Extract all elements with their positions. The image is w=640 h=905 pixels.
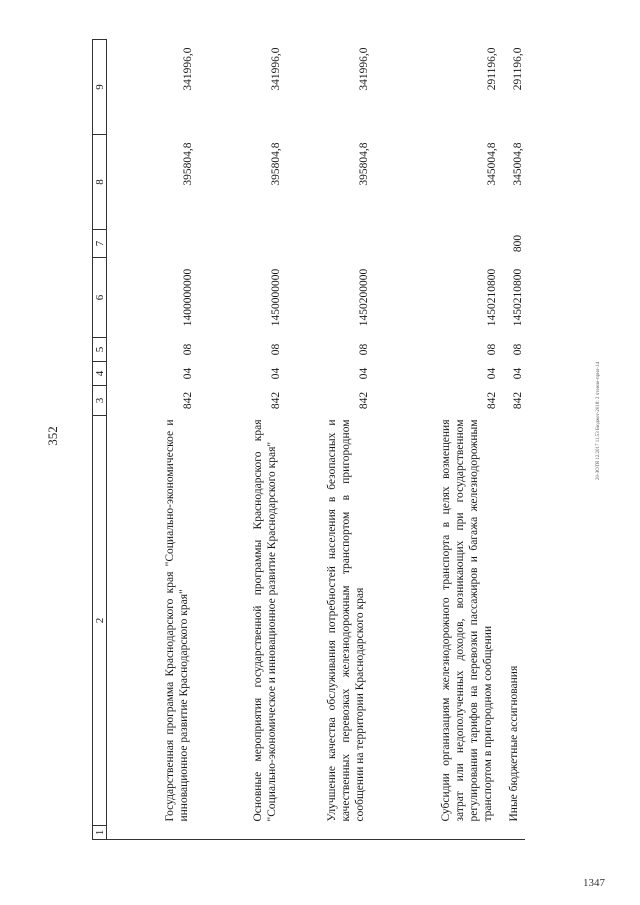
row-section: 04 bbox=[511, 367, 524, 380]
margin-mark: 1347 bbox=[583, 877, 605, 889]
row-value-2018: 395804,8 bbox=[357, 142, 370, 186]
table-row bbox=[283, 40, 371, 840]
row-name: Основные мероприятия государственной программы Краснодарского края "Социально-экономическое и инновационное развитие Краснодарского края" bbox=[251, 419, 278, 822]
row-code: 842 bbox=[511, 391, 524, 410]
row-number-cell bbox=[371, 826, 499, 840]
row-number-cell bbox=[195, 826, 283, 840]
table-row bbox=[371, 40, 499, 840]
header-col-4: 4 bbox=[93, 362, 107, 386]
row-section: 04 bbox=[181, 367, 194, 380]
row-expense-type bbox=[195, 230, 283, 258]
row-value-2018: 395804,8 bbox=[181, 142, 194, 186]
row-section: 04 bbox=[269, 367, 282, 380]
row-expense-type bbox=[371, 230, 499, 258]
row-number-cell bbox=[283, 826, 371, 840]
table-row bbox=[195, 40, 283, 840]
budget-table bbox=[92, 39, 525, 840]
row-value-2018: 395804,8 bbox=[269, 142, 282, 186]
row-subsection: 08 bbox=[181, 343, 194, 356]
budget-table-container bbox=[92, 40, 562, 840]
row-code: 842 bbox=[269, 391, 282, 410]
header-col-7: 7 bbox=[93, 230, 107, 258]
header-col-8: 8 bbox=[93, 135, 107, 230]
row-section: 04 bbox=[485, 367, 498, 380]
row-code: 842 bbox=[357, 391, 370, 410]
row-value-2018: 345004,8 bbox=[511, 142, 524, 186]
row-code: 842 bbox=[181, 391, 194, 410]
row-subsection: 08 bbox=[511, 343, 524, 356]
header-col-5: 5 bbox=[93, 338, 107, 362]
row-target: 1450210800 bbox=[485, 268, 498, 327]
row-value-2019: 291196,0 bbox=[511, 47, 524, 91]
row-value-2019: 291196,0 bbox=[485, 47, 498, 91]
header-col-1: 1 bbox=[93, 826, 107, 840]
row-subsection: 08 bbox=[485, 343, 498, 356]
row-target: 1450210800 bbox=[511, 268, 524, 327]
row-number-cell bbox=[107, 826, 195, 840]
header-col-9: 9 bbox=[93, 40, 107, 135]
row-expense-type: 800 bbox=[511, 234, 524, 253]
row-name: Иные бюджетные ассигнования bbox=[507, 665, 520, 822]
row-section: 04 bbox=[357, 367, 370, 380]
row-target: 1450200000 bbox=[357, 268, 370, 327]
row-value-2019: 341996,0 bbox=[357, 47, 370, 91]
row-value-2019: 341996,0 bbox=[181, 47, 194, 91]
row-name: Субсидии организациям железнодорожного транспорта в целях возмещения затрат или недополученных доходов, возникающих при государственном регулировании тарифов на перевозки пассажиров и багажа железнодорожным транспортом в пригородном сообщении bbox=[439, 419, 494, 822]
row-target: 1450000000 bbox=[269, 268, 282, 327]
row-value-2019: 341996,0 bbox=[269, 47, 282, 91]
table-row bbox=[107, 40, 195, 840]
row-target: 1400000000 bbox=[181, 268, 194, 327]
row-number-cell bbox=[499, 826, 525, 840]
header-col-2: 2 bbox=[93, 416, 107, 826]
header-col-6: 6 bbox=[93, 258, 107, 338]
footer-note: 20-ЗОТЯ 12.2017 11.53 Бюджет-2018: 2 чтение-прил-14 bbox=[596, 362, 601, 480]
table-header-row bbox=[93, 40, 107, 840]
page-number: 352 bbox=[45, 426, 60, 446]
table-row bbox=[499, 40, 525, 840]
row-expense-type bbox=[283, 230, 371, 258]
row-value-2018: 345004,8 bbox=[485, 142, 498, 186]
row-name: Улучшение качества обслуживания потребностей населения в безопасных и качественных перевозках железнодорожным транспортом в пригородном сообщении на территории Краснодарского края bbox=[325, 419, 366, 822]
row-subsection: 08 bbox=[357, 343, 370, 356]
row-name: Государственная программа Краснодарского края "Социально-экономическое и инновационное развитие Краснодарского края" bbox=[163, 419, 190, 822]
row-code: 842 bbox=[485, 391, 498, 410]
header-col-3: 3 bbox=[93, 386, 107, 416]
row-subsection: 08 bbox=[269, 343, 282, 356]
row-expense-type bbox=[107, 230, 195, 258]
